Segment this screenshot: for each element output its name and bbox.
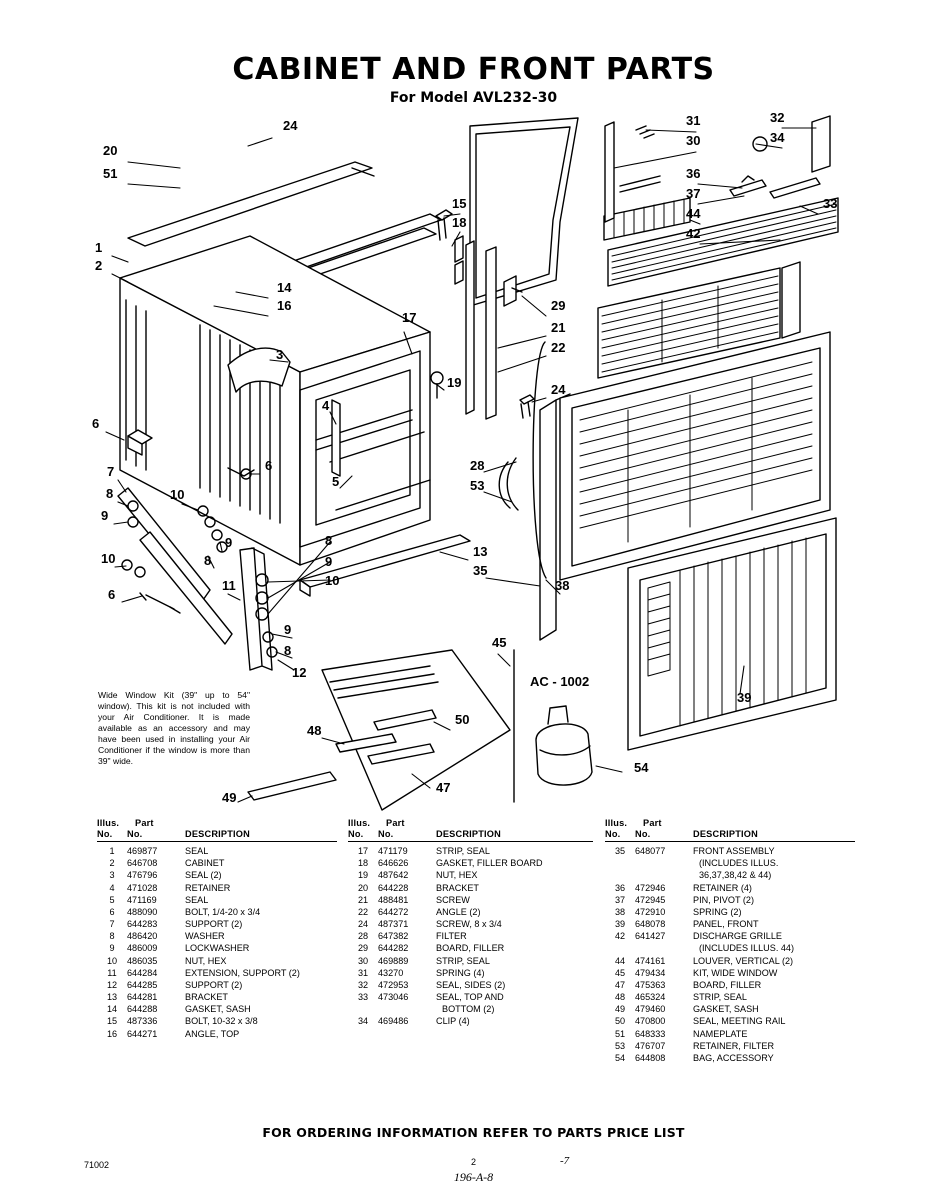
table-3-rule [605,841,855,842]
table-3-header-bottom [605,829,855,841]
cell-part-no: 644228 [378,882,409,893]
cell-part-no: 475363 [635,979,666,990]
col-part-label: Part [386,818,405,828]
table-row [348,869,593,881]
table-row [348,857,593,869]
cell-description: WASHER [185,931,225,942]
cell-illus-no: 4 [109,882,115,893]
cell-description: SEAL, SIDES (2) [436,979,506,990]
table-row [605,942,855,954]
callout-number: 6 [265,458,273,473]
callout-number: 45 [492,635,507,650]
cell-illus-no: 36 [614,882,626,893]
callout-number: 38 [555,578,570,593]
cell-illus-no: 29 [357,943,369,954]
table-row [605,918,855,930]
cell-description: CLIP (4) [436,1016,470,1027]
cell-illus-no: 48 [614,992,626,1003]
cell-part-no: 472945 [635,894,666,905]
cell-description: SCREW [436,894,470,905]
cell-illus-no: 12 [106,979,118,990]
table-row [605,1028,855,1040]
callout-number: 19 [447,375,462,390]
cell-description: STRIP, SEAL [436,955,490,966]
callout-number: 9 [284,622,292,637]
cell-description: SUPPORT (2) [185,919,243,930]
cell-illus-no: 16 [106,1028,118,1039]
callout-number: 28 [470,458,485,473]
callout-number: 11 [222,578,236,593]
callout-number: 6 [92,416,100,431]
cell-description: BOARD, FILLER [693,979,762,990]
cell-description: (INCLUDES ILLUS. 44) [699,943,795,954]
callout-number: 24 [551,382,566,397]
cell-illus-no: 34 [357,1016,369,1027]
callout-number: 16 [277,298,292,313]
model-subtitle: For Model AVL232-30 [389,90,558,106]
callout-number: 13 [473,544,488,559]
table-row [348,979,593,991]
callout-number: 49 [222,790,237,805]
callout-number: 9 [325,554,333,569]
cell-description: KIT, WIDE WINDOW [693,967,778,978]
cell-part-no: 486420 [127,931,158,942]
callout-number: 31 [686,113,701,128]
cell-illus-no: 3 [109,870,115,881]
callout-number: 44 [686,206,701,221]
cell-illus-no: 47 [614,979,626,990]
cell-illus-no: 28 [357,931,369,942]
callout-number: 5 [332,474,340,489]
callout-number: 4 [322,398,330,413]
parts-table-3 [605,818,855,1064]
cell-illus-no: 24 [357,919,369,930]
table-row [605,845,855,857]
cell-part-no: 476707 [635,1040,666,1051]
cell-part-no: 648333 [635,1028,666,1039]
cell-description: SCREW, 8 x 3/4 [436,919,502,930]
table-row [348,930,593,942]
cell-part-no: 648078 [635,919,666,930]
col-no-label: No. [97,829,113,839]
col-part-label: Part [643,818,662,828]
cell-description: GASKET, FILLER BOARD [436,858,543,869]
table-1-body [97,845,337,1040]
cell-illus-no: 33 [357,992,369,1003]
cell-description: SEAL (2) [185,870,222,881]
cell-description: RETAINER (4) [693,882,752,893]
cell-illus-no: 8 [109,931,115,942]
cell-description: BOTTOM (2) [442,1004,495,1015]
table-row [605,955,855,967]
cell-description: BRACKET [436,882,479,893]
callout-number: 48 [307,723,322,738]
cell-illus-no: 2 [109,858,115,869]
col-partno-label: No. [127,829,143,839]
table-row [97,930,337,942]
callout-number: 30 [686,133,701,148]
cell-part-no: 486035 [127,955,158,966]
table-row [605,991,855,1003]
cell-illus-no: 50 [614,1016,626,1027]
cell-part-no: 486009 [127,943,158,954]
callout-number: 12 [292,665,307,680]
cell-description: SEAL [185,846,209,856]
cell-illus-no: 22 [357,906,369,917]
cell-part-no: 470800 [635,1016,666,1027]
cell-illus-no: 45 [614,967,626,978]
callout-number: 10 [325,573,340,588]
table-1-rule [97,841,337,842]
table-row [605,869,855,881]
callout-number: 39 [737,690,752,705]
cell-part-no: 472946 [635,882,666,893]
table-row [605,857,855,869]
table-row [97,991,337,1003]
table-row [97,955,337,967]
col-illus-label: Illus. [605,818,628,828]
handwritten-mark: -7 [560,1155,570,1167]
callout-number: 2 [95,258,103,273]
table-row [97,845,337,857]
cell-illus-no: 6 [109,906,115,917]
callout-number: 3 [276,347,284,362]
cell-illus-no: 15 [106,1016,118,1027]
table-3-header-top [605,818,855,828]
cell-part-no: 644288 [127,1004,158,1015]
callout-number: 22 [551,340,566,355]
cell-illus-no: 32 [357,979,369,990]
table-2-rule [348,841,593,842]
cell-illus-no: 49 [614,1004,626,1015]
cell-illus-no: 17 [357,846,369,856]
cell-part-no: 479460 [635,1004,666,1015]
cell-part-no: 644283 [127,919,158,930]
cell-part-no: 471028 [127,882,158,893]
callout-number: 37 [686,186,701,201]
cell-description: NUT, HEX [185,955,227,966]
table-row [605,882,855,894]
cell-illus-no: 35 [614,846,626,856]
cell-description: BRACKET [185,992,228,1003]
col-part-label: Part [135,818,154,828]
cell-illus-no: 18 [357,858,369,869]
cell-description: DISCHARGE GRILLE [693,931,782,942]
callout-number: 24 [283,118,298,133]
cell-part-no: 474161 [635,955,666,966]
table-row [97,869,337,881]
cell-part-no: 479434 [635,967,666,978]
cell-illus-no: 42 [614,931,626,942]
callout-number: 8 [325,533,333,548]
cell-part-no: 648077 [635,846,666,856]
col-description-label: DESCRIPTION [185,829,250,839]
table-row [605,967,855,979]
cell-part-no: 476796 [127,870,158,881]
document-code: 71002 [84,1160,110,1170]
table-row [348,906,593,918]
table-row [348,918,593,930]
cell-description: SPRING (2) [693,906,742,917]
table-row [97,1003,337,1015]
cell-description: GASKET, SASH [185,1004,251,1015]
col-description-label: DESCRIPTION [436,829,501,839]
cell-description: STRIP, SEAL [436,846,490,856]
parts-tables [0,818,947,1118]
cell-description: PIN, PIVOT (2) [693,894,754,905]
cell-part-no: 488090 [127,906,158,917]
table-row [97,979,337,991]
table-row [348,955,593,967]
table-row [605,1040,855,1052]
cell-part-no: 43270 [378,967,404,978]
cell-illus-no: 39 [614,919,626,930]
table-row [97,942,337,954]
cell-part-no: 644282 [378,943,409,954]
table-row [348,894,593,906]
table-2-header-bottom [348,829,593,841]
cell-part-no: 471179 [378,846,408,856]
callout-number: 10 [170,487,185,502]
cell-illus-no: 21 [357,894,369,905]
col-no-label: No. [605,829,621,839]
cell-illus-no: 11 [107,967,117,978]
cell-description: LOCKWASHER [185,943,250,954]
cell-illus-no: 1 [109,846,115,856]
cell-description: GASKET, SASH [693,1004,759,1015]
cell-part-no: 644271 [127,1028,158,1039]
cell-description: ANGLE, TOP [185,1028,240,1039]
callout-number: 54 [634,760,649,775]
cell-illus-no: 10 [106,955,118,966]
cell-description: NUT, HEX [436,870,478,881]
cell-description: STRIP, SEAL [693,992,747,1003]
cell-part-no: 472910 [635,906,666,917]
cell-part-no: 644808 [635,1052,666,1063]
callout-number: 18 [452,215,467,230]
table-row [348,942,593,954]
callout-number: 7 [107,464,115,479]
handwritten-reference: 196-A-8 [453,1170,494,1184]
cell-description: SEAL [185,894,209,905]
table-row [605,906,855,918]
cell-illus-no: 53 [614,1040,626,1051]
cell-part-no: 469889 [378,955,409,966]
callout-number: 53 [470,478,485,493]
cell-part-no: 644272 [378,906,409,917]
table-row [97,857,337,869]
cell-description: RETAINER [185,882,231,893]
table-row [605,1015,855,1027]
table-2-header-top [348,818,593,828]
cell-part-no: 644281 [127,992,158,1003]
cell-part-no: 646626 [378,858,409,869]
cell-part-no: 487642 [378,870,409,881]
table-3-body [605,845,855,1064]
parts-table-2 [348,818,593,1028]
callout-number: 42 [686,226,701,241]
cell-illus-no: 9 [109,943,115,954]
callout-number: 15 [452,196,467,211]
cell-description: ANGLE (2) [436,906,481,917]
cell-description: SUPPORT (2) [185,979,243,990]
table-row [348,1003,593,1015]
cell-part-no: 488481 [378,894,409,905]
callout-number: 29 [551,298,566,313]
callout-number: 14 [277,280,292,295]
table-row [97,967,337,979]
cell-part-no: 487371 [378,919,409,930]
col-illus-label: Illus. [348,818,371,828]
cell-illus-no: 31 [357,967,369,978]
cell-description: (INCLUDES ILLUS. [699,858,779,869]
table-row [97,1028,337,1040]
cell-part-no: 473046 [378,992,409,1003]
cell-part-no: 644284 [127,967,158,978]
callout-number: 8 [204,553,212,568]
table-row [97,882,337,894]
cell-illus-no: 19 [357,870,369,881]
cell-description: SEAL, TOP AND [436,992,504,1003]
cell-illus-no: 37 [614,894,626,905]
table-row [97,1015,337,1027]
col-no-label: No. [348,829,364,839]
cell-part-no: 469486 [378,1016,409,1027]
callout-number: 50 [455,712,470,727]
table-row [605,979,855,991]
table-1-header-bottom [97,829,337,841]
table-row [348,1015,593,1027]
callout-number: 21 [551,320,566,335]
cell-description: BOARD, FILLER [436,943,505,954]
cell-illus-no: 20 [357,882,369,893]
table-row [605,1003,855,1015]
col-illus-label: Illus. [97,818,120,828]
table-row [348,882,593,894]
callout-number: 51 [103,166,118,181]
cell-description: 36,37,38,42 & 44) [699,870,772,881]
cell-part-no: 641427 [635,931,666,942]
col-partno-label: No. [378,829,394,839]
cell-illus-no: 5 [109,894,115,905]
cell-description: NAMEPLATE [693,1028,748,1039]
cell-description: LOUVER, VERTICAL (2) [693,955,794,966]
callout-number: 6 [108,587,116,602]
table-row [348,967,593,979]
table-row [97,894,337,906]
cell-description: BOLT, 10-32 x 3/8 [185,1016,258,1027]
table-row [348,845,593,857]
cell-illus-no: 44 [614,955,626,966]
callout-number: 10 [101,551,116,566]
cell-part-no: 472953 [378,979,409,990]
callout-number: 32 [770,110,785,125]
cell-part-no: 647382 [378,931,409,942]
cell-illus-no: 7 [109,919,115,930]
callout-number: 47 [436,780,451,795]
cell-illus-no: 51 [614,1028,626,1039]
table-row [605,1052,855,1064]
cell-description: SEAL, MEETING RAIL [693,1016,786,1027]
cell-description: CABINET [185,858,225,869]
cell-part-no: 469877 [127,846,158,856]
cell-illus-no: 38 [614,906,626,917]
cell-part-no: 487336 [127,1016,158,1027]
callout-number: 20 [103,143,118,158]
table-row [97,918,337,930]
table-row [605,894,855,906]
callout-number: 8 [106,486,114,501]
table-row [605,930,855,942]
parts-table-1 [97,818,337,1040]
page-number: 2 [470,1157,476,1167]
svg-text:AC - 1002: AC - 1002 [530,674,590,689]
table-2-body [348,845,593,1028]
cell-description: BAG, ACCESSORY [693,1052,774,1063]
cell-description: BOLT, 1/4-20 x 3/4 [185,906,261,917]
callout-number: 17 [402,310,417,325]
wide-window-kit-note: Wide Window Kit (39" up to 54" window). This kit is not included with your Air Conditioner. It is made available as an accessory and may have been used in installing your Air Conditioner if the window is more than 39" wide. [98,690,250,766]
cell-description: FILTER [436,931,467,942]
callout-number: 9 [225,535,233,550]
page-title: CABINET AND FRONT PARTS [232,52,715,87]
callout-number: 34 [770,130,785,145]
callout-number: 33 [823,196,838,211]
table-row [97,906,337,918]
callout-number: 8 [284,643,292,658]
cell-part-no: 465324 [635,992,666,1003]
table-row [348,991,593,1003]
callout-number: 35 [473,563,488,578]
col-description-label: DESCRIPTION [693,829,758,839]
cell-part-no: 471169 [127,894,157,905]
cell-description: EXTENSION, SUPPORT (2) [185,967,300,978]
cell-description: FRONT ASSEMBLY [693,846,775,856]
cell-illus-no: 14 [106,1004,118,1015]
cell-part-no: 646708 [127,858,158,869]
cell-illus-no: 54 [614,1052,626,1063]
ordering-information-note: FOR ORDERING INFORMATION REFER TO PARTS PRICE LIST [262,1125,685,1140]
callout-number: 1 [95,240,103,255]
cell-description: SPRING (4) [436,967,485,978]
cell-illus-no: 30 [357,955,369,966]
callout-number: 36 [686,166,701,181]
cell-part-no: 644285 [127,979,158,990]
table-1-header-top [97,818,337,828]
cell-description: PANEL, FRONT [693,919,759,930]
cell-description: RETAINER, FILTER [693,1040,775,1051]
callout-number: 9 [101,508,109,523]
cell-illus-no: 13 [106,992,118,1003]
col-partno-label: No. [635,829,651,839]
